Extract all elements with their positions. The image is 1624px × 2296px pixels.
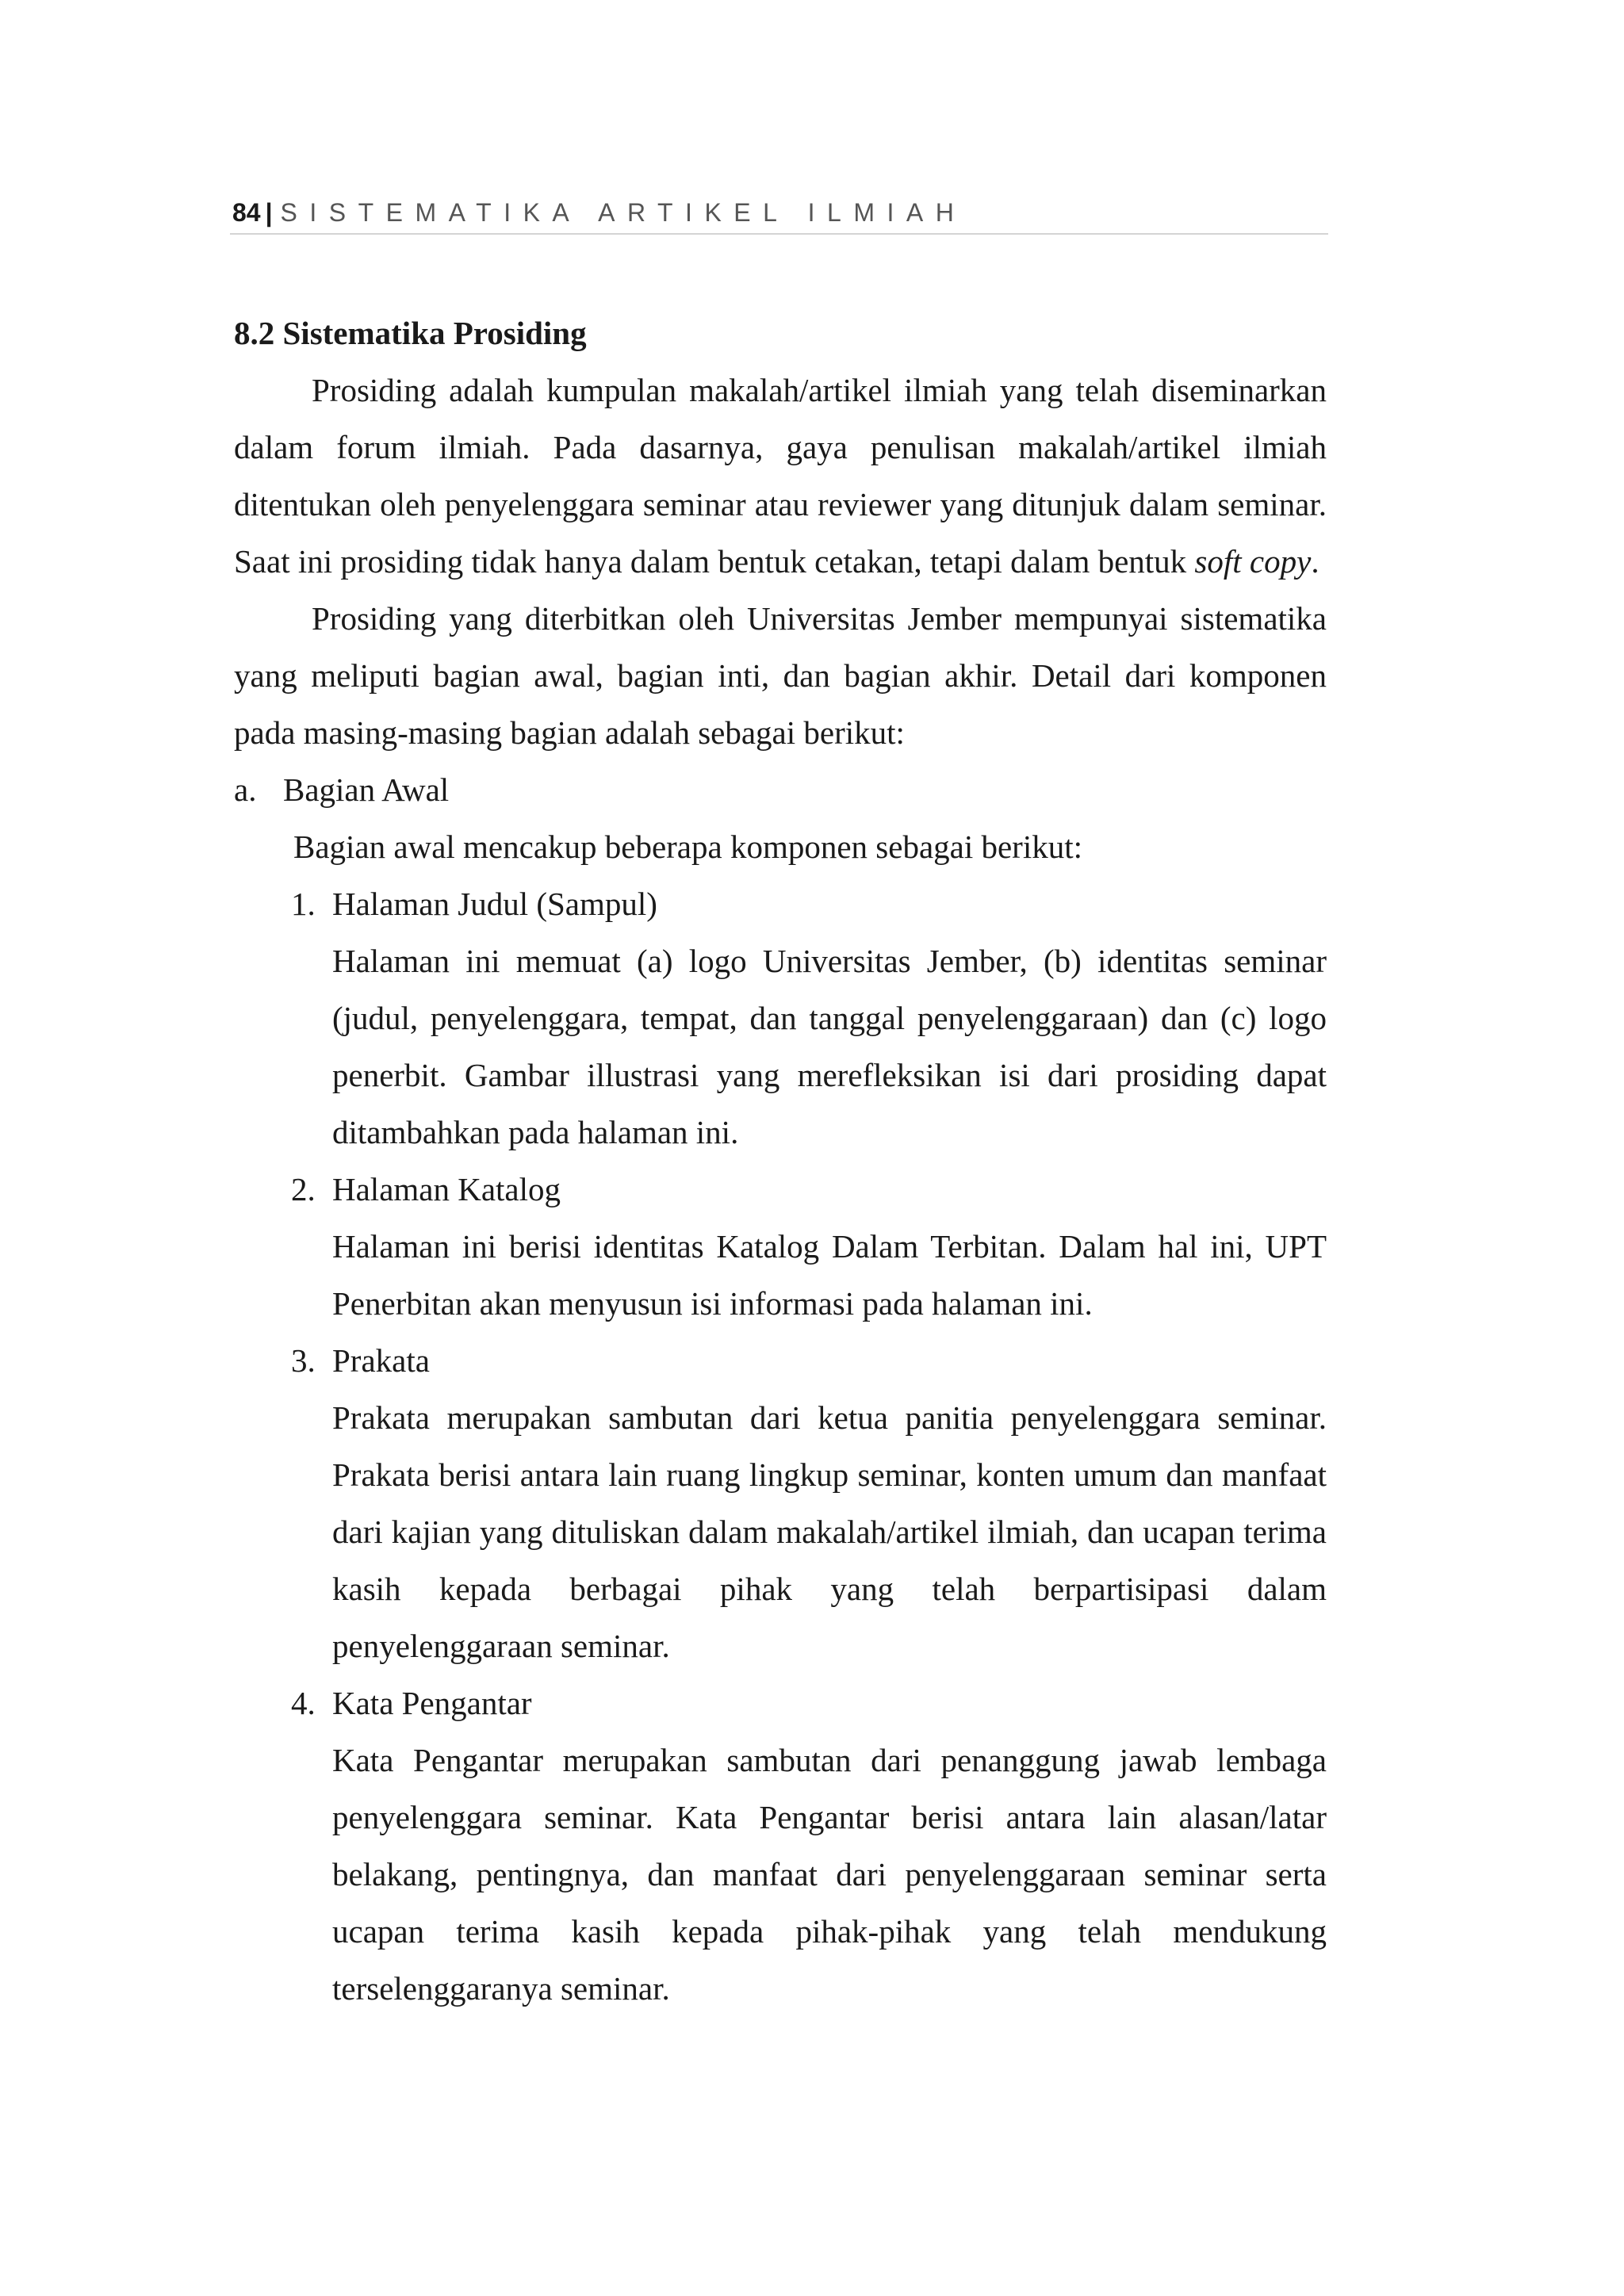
part-a-marker: a. <box>234 771 257 808</box>
part-a-title: Bagian Awal <box>283 771 450 808</box>
paragraph-intro-text: Prosiding adalah kumpulan makalah/artikel ilmiah yang telah diseminarkan dalam forum ilmiah. Pada dasarnya, gaya penulisan makalah/artikel ilmiah ditentukan oleh penyelenggara seminar atau reviewer yang ditunjuk dalam seminar. Saat ini prosiding tidak hanya dalam bentuk cetakan, tetapi dalam bentuk <box>234 372 1327 580</box>
list-item-title-text: Halaman Judul (Sampul) <box>332 886 657 922</box>
book-title: SISTEMATIKA ARTIKEL ILMIAH <box>280 198 967 227</box>
paragraph-intro-end: . <box>1311 543 1320 580</box>
list-item-body: Kata Pengantar merupakan sambutan dari penanggung jawab lembaga penyelenggara seminar. Kata Pengantar berisi antara lain alasan/latar belakang, pentingnya, dan manfaat dari penyelenggaraan seminar serta ucapan terima kasih kepada pihak-pihak yang telah mendukung terselenggaranya seminar. <box>332 1742 1327 2007</box>
list-item-body: Halaman ini berisi identitas Katalog Dalam Terbitan. Dalam hal ini, UPT Penerbitan akan menyusun isi informasi pada halaman ini. <box>332 1228 1327 1322</box>
header-divider <box>230 233 1328 235</box>
list-item-title-text: Prakata <box>332 1342 430 1379</box>
page-body <box>234 304 1327 2017</box>
list-item-title <box>234 875 1327 932</box>
list-item-title-text: Halaman Katalog <box>332 1171 561 1207</box>
list-item-title <box>234 1161 1327 1218</box>
list-item-title-text: Kata Pengantar <box>332 1685 532 1721</box>
list-item-marker: 2. <box>291 1171 316 1207</box>
paragraph-intro <box>234 362 1327 590</box>
paragraph-structure: Prosiding yang diterbitkan oleh Universitas Jember mempunyai sistematika yang meliputi bagian awal, bagian inti, dan bagian akhir. Detail dari komponen pada masing-masing bagian adalah sebagai berikut: <box>234 600 1327 751</box>
part-a-heading <box>234 761 1327 818</box>
list-item-marker: 3. <box>291 1342 316 1379</box>
list-item-body: Halaman ini memuat (a) logo Universitas Jember, (b) identitas seminar (judul, penyelenggara, tempat, dan tanggal penyelenggaraan) dan (c) logo penerbit. Gambar illustrasi yang merefleksikan isi dari prosiding dapat ditambahkan pada halaman ini. <box>332 943 1327 1150</box>
running-header <box>232 195 1327 235</box>
list-item-title <box>234 1332 1327 1389</box>
list-item-marker: 1. <box>291 886 316 922</box>
paragraph-intro-emphasis: soft copy <box>1194 543 1312 580</box>
section-heading: 8.2 Sistematika Prosiding <box>234 315 587 351</box>
header-separator: | <box>265 198 273 227</box>
page-number: 84 <box>232 198 261 227</box>
part-a-intro: Bagian awal mencakup beberapa komponen sebagai berikut: <box>293 828 1083 865</box>
list-item-body: Prakata merupakan sambutan dari ketua panitia penyelenggara seminar. Prakata berisi antara lain ruang lingkup seminar, konten umum dan manfaat dari kajian yang dituliskan dalam makalah/artikel ilmiah, dan ucapan terima kasih kepada berbagai pihak yang telah berpartisipasi dalam penyelenggaraan seminar. <box>332 1399 1327 1664</box>
list-item-title <box>234 1674 1327 1732</box>
list-item-marker: 4. <box>291 1685 316 1721</box>
